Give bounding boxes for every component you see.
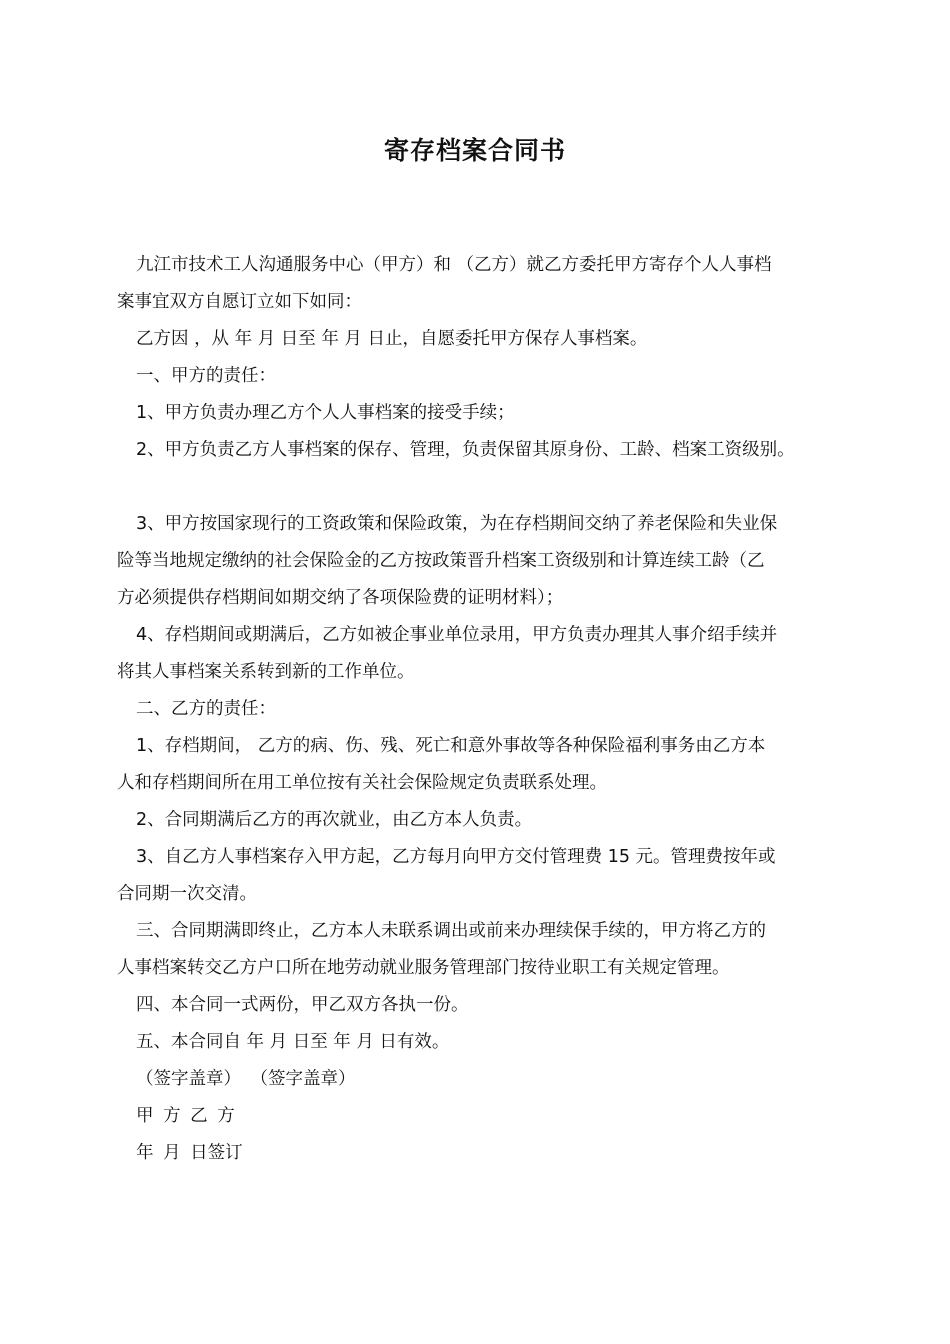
clause-line: 1、甲方负责办理乙方个人人事档案的接受手续； (136, 403, 515, 423)
signature-date-line: 年 月 日签订 (136, 1143, 243, 1163)
contract-body (117, 247, 839, 1172)
paragraph-line: 乙方因 ，从 年 月 日至 年 月 日止，自愿委托甲方保存人事档案。 (136, 329, 648, 349)
clause-line: 3、甲方按国家现行的工资政策和保险政策，为在存档期间交纳了养老保险和失业保 (136, 514, 778, 534)
clause-line: 3、自乙方人事档案存入甲方起，乙方每月向甲方交付管理费 15 元。管理费按年或 (136, 847, 776, 867)
section-heading: 五、本合同自 年 月 日至 年 月 日有效。 (136, 1032, 450, 1052)
clause-line: 合同期一次交清。 (117, 884, 257, 904)
signature-seal-line: （签字盖章） （签字盖章） (136, 1069, 356, 1089)
blank-gap (117, 469, 839, 506)
clause-line: 险等当地规定缴纳的社会保险金的乙方按政策晋升档案工资级别和计算连续工龄（乙 (117, 551, 765, 571)
clause-line: 1、存档期间， 乙方的病、伤、残、死亡和意外事故等各种保险福利事务由乙方本 (136, 736, 766, 756)
section-heading: 四、本合同一式两份，甲乙双方各执一份。 (136, 995, 469, 1015)
clause-line: 2、合同期满后乙方的再次就业，由乙方本人负责。 (136, 810, 533, 830)
section-heading: 二、乙方的责任： (136, 699, 276, 719)
paragraph-line: 九江市技术工人沟通服务中心（甲方）和 （乙方）就乙方委托甲方寄存个人人事档 (136, 255, 772, 275)
clause-line: 将其人事档案关系转到新的工作单位。 (117, 662, 415, 682)
clause-line: 方必须提供存档期间如期交纳了各项保险费的证明材料）； (117, 588, 564, 608)
page-title: 寄存档案合同书 (383, 136, 566, 165)
clause-line: 人事档案转交乙方户口所在地劳动就业服务管理部门按待业职工有关规定管理。 (117, 958, 730, 978)
section-heading: 三、合同期满即终止，乙方本人未联系调出或前来办理续保手续的，甲方将乙方的 (136, 921, 766, 941)
section-heading: 一、甲方的责任： (136, 366, 276, 386)
clause-line: 4、存档期间或期满后，乙方如被企事业单位录用，甲方负责办理其人事介绍手续并 (136, 625, 778, 645)
paragraph-line: 案事宜双方自愿订立如下如同： (117, 292, 362, 312)
signature-parties-line: 甲 方 乙 方 (136, 1106, 235, 1126)
clause-line: 2、甲方负责乙方人事档案的保存、管理，负责保留其原身份、工龄、档案工资级别。 (136, 440, 795, 460)
clause-line: 人和存档期间所在用工单位按有关社会保险规定负责联系处理。 (117, 773, 607, 793)
